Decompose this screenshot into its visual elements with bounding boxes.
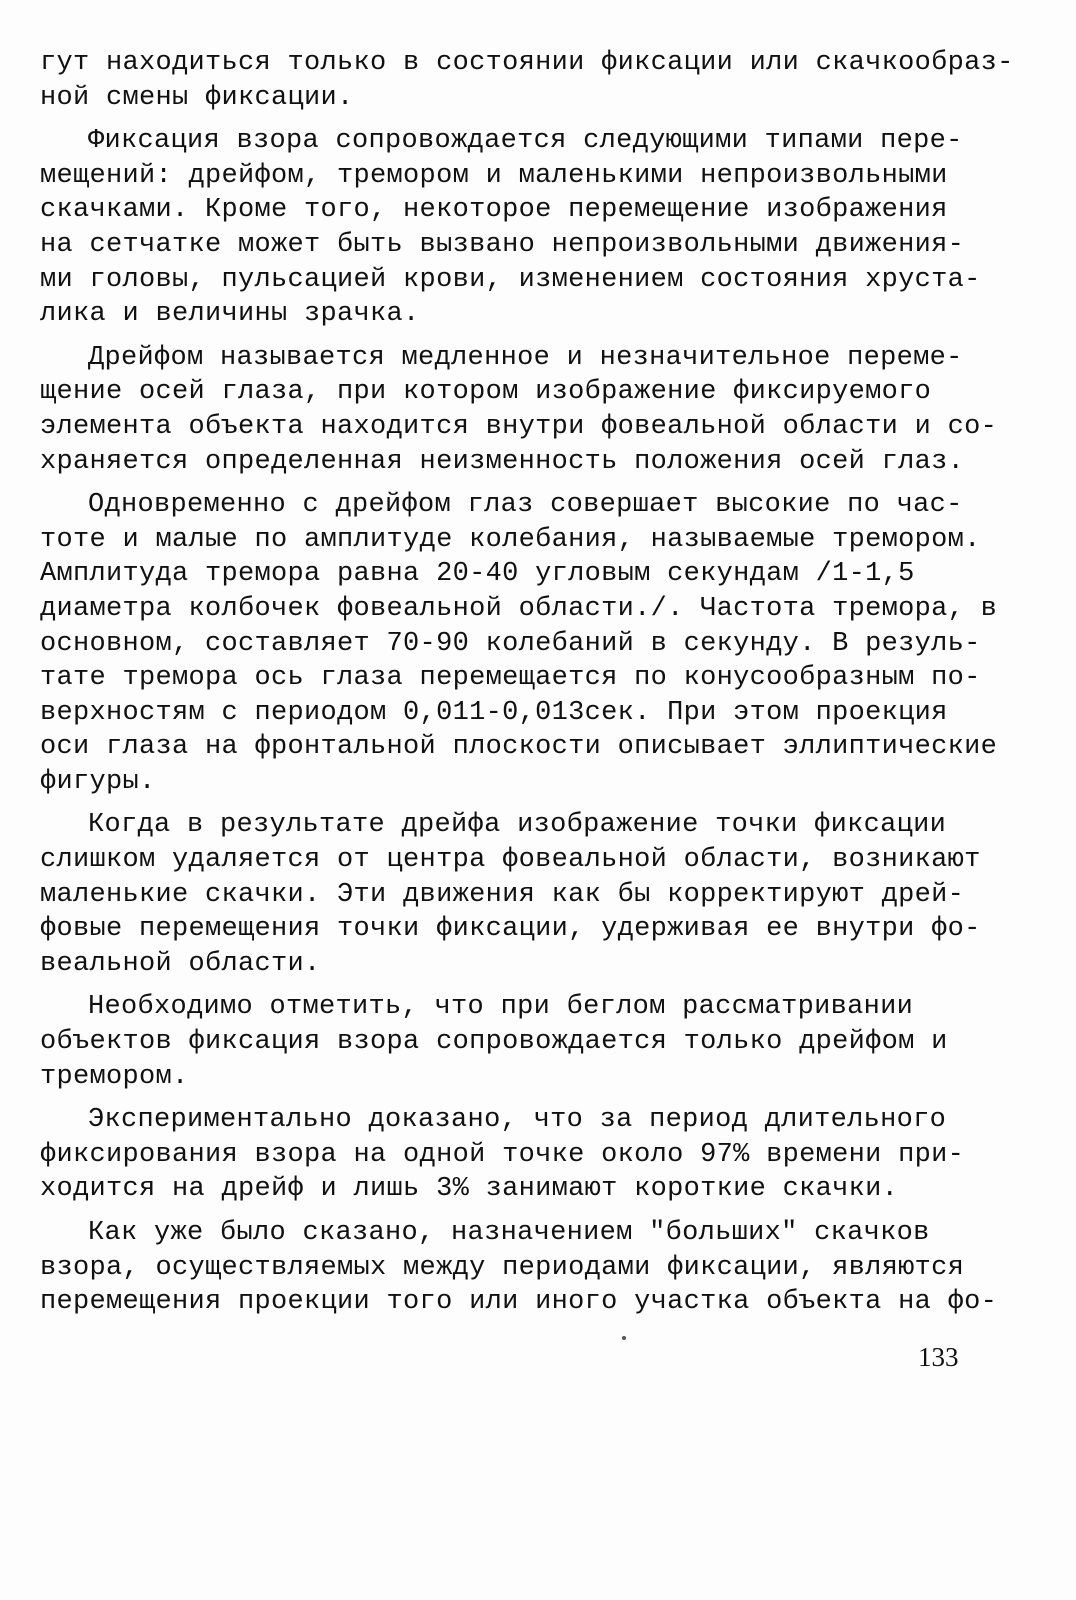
- paragraph: [40, 990, 1030, 1094]
- text-line: Одновременно с дрейфом глаз совершает высокие по час-: [88, 490, 963, 521]
- text-line: Дрейфом называется медленное и незначительное переме-: [88, 342, 963, 373]
- text-line: объектов фиксация взора сопровождается только дрейфом и: [40, 1027, 948, 1058]
- text-line: ной смены фиксации.: [40, 82, 354, 113]
- text-line: фиксирования взора на одной точке около 97% времени при-: [40, 1139, 965, 1170]
- text-line: на сетчатке может быть вызвано непроизвольными движения-: [40, 229, 965, 260]
- text-line: маленькие скачки. Эти движения как бы корректируют дрей-: [40, 879, 965, 910]
- text-line: тоте и малые по амплитуде колебания, называемые тремором.: [40, 524, 981, 555]
- page-number: 133: [918, 1342, 959, 1372]
- text-line: Как уже было сказано, назначением "больших" скачков: [88, 1218, 930, 1248]
- text-line: Экспериментально доказано, что за период длительного: [88, 1105, 947, 1136]
- paragraph: [40, 341, 1030, 479]
- scan-speck: [622, 1336, 626, 1340]
- text-line: тате тремора ось глаза перемещается по конусообразным по-: [40, 663, 981, 694]
- paragraph: [40, 124, 1030, 332]
- paragraph: [40, 1103, 1030, 1207]
- text-line: оси глаза на фронтальной плоскости описывает эллиптические: [40, 732, 998, 763]
- text-line: элемента объекта находится внутри фовеальной области и со-: [40, 411, 998, 442]
- text-line: верхностям с периодом 0,011-0,013сек. При этом проекция: [40, 697, 948, 728]
- paragraph: [40, 488, 1030, 799]
- paragraph: [40, 808, 1030, 981]
- text-line: щение осей глаза, при котором изображение фиксируемого: [40, 377, 932, 408]
- text-line: ми головы, пульсацией крови, изменением состояния хруста-: [40, 264, 981, 295]
- text-line: Необходимо отметить, что при беглом рассматривании: [88, 992, 914, 1023]
- paragraph: [40, 46, 1030, 115]
- text-line: лика и величины зрачка.: [40, 299, 420, 330]
- text-line: Фиксация взора сопровождается следующими типами пере-: [88, 126, 963, 157]
- paragraph: [40, 1216, 1030, 1320]
- text-line: мещений: дрейфом, тремором и маленькими непроизвольными: [40, 160, 948, 191]
- text-line: скачками. Кроме того, некоторое перемещение изображения: [40, 195, 948, 226]
- text-line: храняется определенная неизменность положения осей глаз.: [40, 446, 965, 477]
- text-line: ходится на дрейф и лишь 3% занимают короткие скачки.: [40, 1174, 899, 1205]
- text-line: гут находиться только в состоянии фиксации или скачкообраз-: [40, 48, 1014, 78]
- text-line: взора, осуществляемых между периодами фиксации, являются: [40, 1252, 965, 1283]
- text-line: Когда в результате дрейфа изображение точки фиксации: [88, 810, 947, 841]
- text-line: Амплитуда тремора равна 20-40 угловым секундам /1-1,5: [40, 559, 915, 590]
- body-text: [40, 46, 1030, 1329]
- text-line: слишком удаляется от центра фовеальной области, возникают: [40, 845, 981, 876]
- text-line: основном, составляет 70-90 колебаний в секунду. В резуль-: [40, 628, 981, 659]
- text-line: фовые перемещения точки фиксации, удерживая ее внутри фо-: [40, 914, 981, 945]
- text-line: перемещения проекции того или иного участка объекта на фо-: [40, 1287, 998, 1318]
- text-line: фигуры.: [40, 766, 156, 797]
- text-line: веальной области.: [40, 948, 321, 979]
- text-line: тремором.: [40, 1061, 189, 1092]
- text-line: диаметра колбочек фовеальной области./. Частота тремора, в: [40, 593, 998, 624]
